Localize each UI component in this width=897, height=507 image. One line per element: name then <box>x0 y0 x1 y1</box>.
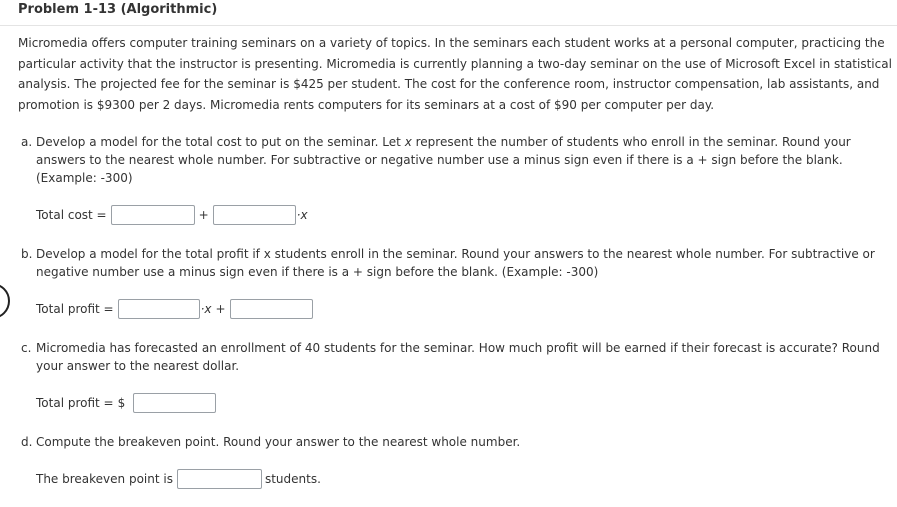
breakeven-input[interactable] <box>177 469 262 489</box>
part-a-letter: a. <box>21 135 33 149</box>
plus-sign: + <box>215 302 226 316</box>
problem-intro: Micromedia offers computer training seminars on a variety of topics. In the seminars each student works at a personal computer, practicing the particular activity that the instructor is presenting. Micromedia is currently planning a two-day seminar on the use of Microsoft Excel in statistical analysis. The projected fee for the seminar is $425 per student. The cost for the conference room, instructor compensation, lab assistants, and promotion is $9300 per 2 days. Micromedia rents computers for its seminars at a cost of $90 per computer per day. <box>18 36 892 112</box>
total-profit-label: Total profit = <box>36 302 114 316</box>
part-d-text: Compute the breakeven point. Round your answer to the nearest whole number. <box>36 435 521 449</box>
dollar-sign: $ <box>117 396 126 410</box>
part-a-text-var: x <box>404 135 412 149</box>
breakeven-label: The breakeven point is <box>36 472 173 486</box>
part-a-question <box>21 133 891 187</box>
part-b-question <box>21 245 891 281</box>
title-divider <box>0 25 897 26</box>
part-d-question <box>21 433 891 451</box>
part-a-answer-line <box>36 204 308 226</box>
total-cost-label: Total cost = <box>36 208 107 222</box>
plus-sign: + <box>198 208 209 222</box>
x-variable-suffix: ·x <box>200 302 212 316</box>
total-profit-forecast-label: Total profit = <box>36 396 114 410</box>
part-c-question <box>21 339 891 375</box>
part-d-letter: d. <box>21 435 33 449</box>
total-cost-fixed-input[interactable] <box>111 205 195 225</box>
part-c-letter: c. <box>21 341 32 355</box>
part-a-text <box>36 133 891 187</box>
part-a-text-after: represent the number of students who enroll in the seminar. Round your answers to the nearest whole number. For subtractive or negative number use a minus sign even if there is a + sign before the blank. (Example: -300) <box>36 135 851 185</box>
problem-title: Problem 1-13 (Algorithmic) <box>18 2 218 17</box>
part-b-letter: b. <box>21 247 33 261</box>
total-profit-fixed-input[interactable] <box>230 299 313 319</box>
students-suffix: students. <box>264 472 321 486</box>
x-variable-suffix: ·x <box>296 208 308 222</box>
total-profit-forecast-input[interactable] <box>133 393 216 413</box>
total-cost-variable-input[interactable] <box>213 205 296 225</box>
part-d-answer-line <box>36 468 321 490</box>
part-b-answer-line <box>36 298 313 320</box>
edge-circle-decoration <box>0 283 10 319</box>
total-profit-variable-input[interactable] <box>118 299 200 319</box>
part-a-text-before: Develop a model for the total cost to put on the seminar. Let <box>36 135 405 149</box>
part-c-text: Micromedia has forecasted an enrollment of 40 students for the seminar. How much profit will be earned if their forecast is accurate? Round your answer to the nearest dollar. <box>36 341 880 373</box>
part-c-answer-line <box>36 392 216 414</box>
part-b-text: Develop a model for the total profit if x students enroll in the seminar. Round your answers to the nearest whole number. For subtractive or negative number use a minus sign even if there is a + sign before the blank. (Example: -300) <box>36 247 875 279</box>
